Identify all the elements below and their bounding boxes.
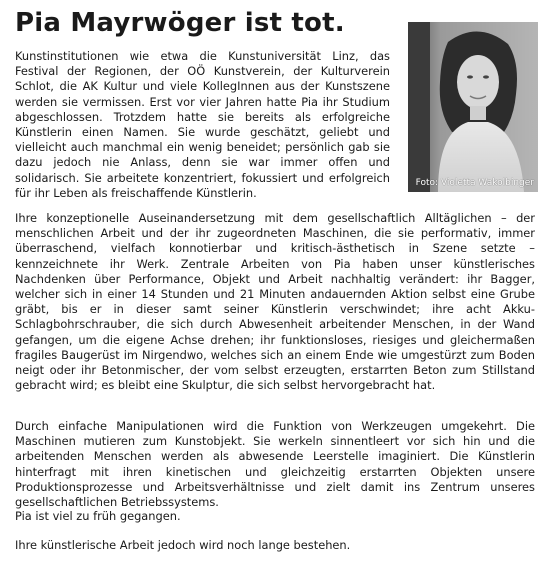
intro-paragraph: Kunstinstitutionen wie etwa die Kunstuniversität Linz, das Festival der Regionen, der OÖ Kunstverein, der Kulturverein Schlot, die AK Kultur und viele KollegInnen aus der Kunstszene werden sie vermissen. Erst vor vier Jahren hatte Pia ihr Studium abgeschlossen. Trotzdem hatte sie bereits als erfolgreiche Künstlerin einen Namen. Sie wurde geschätzt, geliebt und vielleicht auch manchmal ein wenig beneidet; persönlich gab sie dazu jedoch nie Anlass, denn sie war immer offen und solidarisch. Sie arbeitete konzentriert, fokussiert und erfolgreich für ihr Leben als freischaffende Künstlerin. — [15, 49, 390, 200]
body-paragraph: Pia ist viel zu früh gegangen. — [15, 509, 181, 523]
article-title: Pia Mayrwöger ist tot. — [15, 8, 345, 38]
portrait-image — [408, 22, 538, 192]
body-paragraph: Durch einfache Manipulationen wird die Funktion von Werkzeugen umgekehrt. Die Maschinen mutieren zum Kunstobjekt. Sie werkeln sinnentleert vor sich hin und die arbeitenden Menschen werden als abwesende Leerstelle imaginiert. Die Künstlerin hinterfragt mit ihren kinetischen und gleichzeitig erstarrten Objekten unsere Produktionsprozesse und Arbeitsverhältnisse und zielt damit ins Zentrum unseres gesellschaftlichen Betriebssystems. — [15, 419, 535, 510]
portrait-photo — [408, 22, 538, 192]
photo-credit: Foto: Violetta Wakolbinger — [415, 178, 534, 188]
body-paragraph: Ihre künstlerische Arbeit jedoch wird noch lange bestehen. — [15, 538, 351, 552]
body-paragraph: Ihre konzeptionelle Auseinandersetzung mit dem gesellschaftlich Alltäglichen – der menschlichen Arbeit und der ihr zugeordneten Maschinen, die sie performativ, immer überraschend, vielfach konnotierbar und kritisch-ästhetisch in Szene setzte – kennzeichnete ihr Werk. Zentrale Arbeiten von Pia haben unser künstlerisches Nachdenken über Performance, Objekt und Arbeit nachhaltig verändert: ihr Bagger, welcher sich in einer 14 Stunden und 21 Minuten andauernden Aktion selbst eine Grube gräbt, bis er in dieser samt seiner Künstlerin verschwindet; ihre acht Akku-Schlagbohrschrauber, die sich durch Abwesenheit arbeitender Menschen, in der Wand gefangen, um die eigene Achse drehen; ihr funktionsloses, riesiges und gleichermaßen fragiles Baugerüst im Nirgendwo, welches sich an einem Ende wie umgestürzt zum Boden neigt oder ihr Betonmischer, der vom selbst erzeugten, erstarrten Beton zum Stillstand gebracht wird; es bleibt eine Skulptur, die sich selbst hervorgebracht hat. — [15, 211, 535, 393]
